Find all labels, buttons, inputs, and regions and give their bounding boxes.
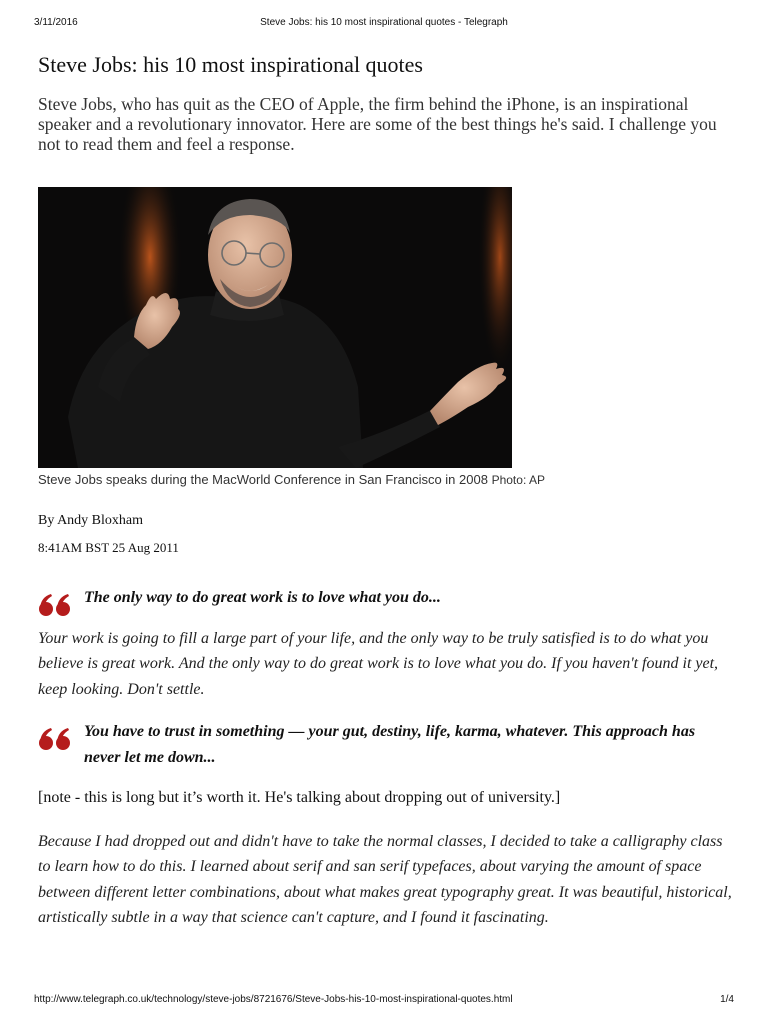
quote-heading-2: You have to trust in something — your gut, destiny, life, karma, whatever. This approach has never let me down... <box>84 723 696 766</box>
quote-mark-icon <box>38 592 74 618</box>
print-date: 3/11/2016 <box>34 17 78 28</box>
editor-note: [note - this is long but it’s worth it. He's talking about dropping out of university.] <box>38 789 561 806</box>
print-url: http://www.telegraph.co.uk/technology/steve-jobs/8721676/Steve-Jobs-his-10-most-inspirational-quotes.html <box>34 994 513 1005</box>
dateline: 8:41AM BST 25 Aug 2011 <box>38 540 179 555</box>
quote-heading-1: The only way to do great work is to love what you do... <box>84 589 441 606</box>
quote-body-2: Because I had dropped out and didn't have to take the normal classes, I decided to take a calligraphy class to learn how to do this. I learned about serif and san serif typefaces, about varying the amount of space between different letter combinations, about what makes great typography great. It was beautiful, historical, artistically subtle in a way that science can't capture, and I found it fascinating. <box>38 833 732 926</box>
print-page-number: 1/4 <box>720 994 734 1005</box>
photo-caption <box>38 472 545 487</box>
quote-mark-icon <box>38 726 74 752</box>
article-photo <box>38 187 512 468</box>
article-title: Steve Jobs: his 10 most inspirational quotes <box>38 52 423 77</box>
photo-caption-text: Steve Jobs speaks during the MacWorld Conference in San Francisco in 2008 <box>38 472 488 487</box>
print-page-title: Steve Jobs: his 10 most inspirational quotes - Telegraph <box>260 17 508 28</box>
photo-credit: Photo: AP <box>491 473 545 487</box>
byline: By Andy Bloxham <box>38 513 144 528</box>
quote-body-1: Your work is going to fill a large part of your life, and the only way to be truly satisfied is to do what you believe is great work. And the only way to do great work is to love what you do. If you haven't found it yet, keep looking. Don't settle. <box>38 630 719 698</box>
steve-jobs-photo <box>38 187 512 468</box>
article-standfirst: Steve Jobs, who has quit as the CEO of Apple, the firm behind the iPhone, is an inspirational speaker and a revolutionary innovator. Here are some of the best things he's said. I challenge you not to read them and feel a response. <box>38 94 717 154</box>
